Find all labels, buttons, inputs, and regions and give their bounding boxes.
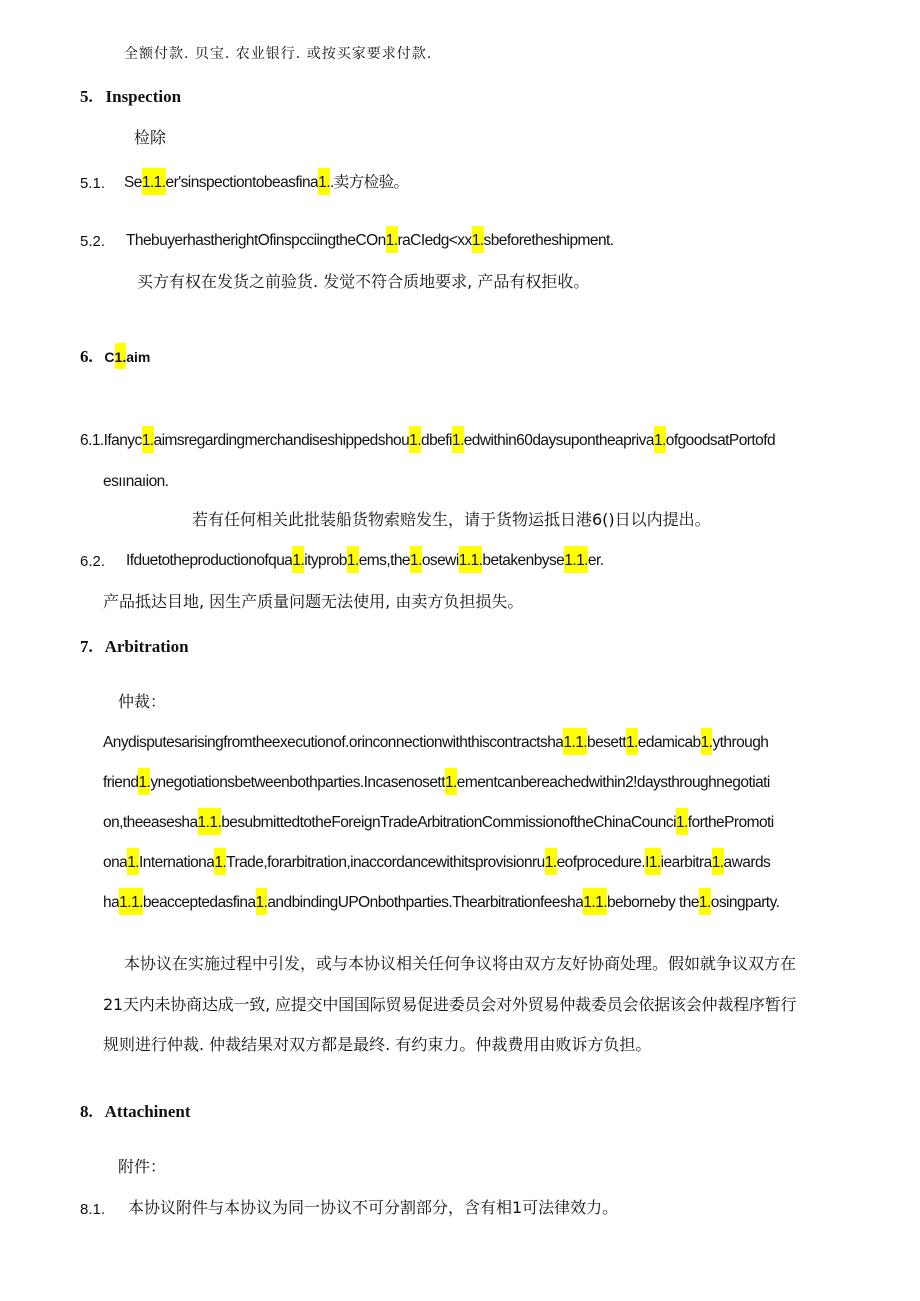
text-run: beacceptedasfina: [142, 894, 256, 911]
arbitration-en-line-3: [103, 815, 774, 831]
highlight: 1.: [142, 426, 154, 453]
highlight: 1.: [138, 768, 150, 795]
text-run: besubmittedtotheForeignTradeArbitrationCommissionoftheChinaCounci: [221, 814, 676, 831]
text-run: osewi: [421, 552, 459, 569]
highlight: 1.: [409, 426, 421, 453]
item-number: 6.2.: [80, 553, 106, 570]
highlight: 1.: [318, 168, 330, 195]
highlight: 1.: [256, 888, 268, 915]
arbitration-en-line-4: [103, 855, 770, 871]
text-run: friend: [103, 774, 139, 791]
text-run: osingparty.: [710, 894, 780, 911]
text-run: ems,the: [358, 552, 411, 569]
text-run: er'sinspectiontobeasfina: [165, 174, 319, 191]
highlight: 1.1.: [564, 546, 588, 573]
item-number: 8.1.: [80, 1201, 106, 1218]
section-number: 6.: [80, 347, 93, 366]
highlight: 1.: [115, 343, 127, 369]
highlight: 1.: [127, 848, 139, 875]
text-run: eofprocedure.: [556, 854, 646, 871]
text-run: edamicab: [637, 734, 701, 751]
item-8-1-text: 本协议附件与本协议为同一协议不可分割部分，含有相1可法律效力。: [128, 1198, 619, 1217]
section-title: Attachinent: [104, 1102, 191, 1121]
section-6-heading: [80, 348, 150, 365]
text-run: Ifanyc: [103, 432, 142, 449]
section-number: 5.: [80, 87, 93, 106]
highlight: 1.: [452, 426, 464, 453]
item-6-1-translation: 若有任何相关此批装船货物索赔发生，请于货物运抵日港6()日以内提出。: [192, 510, 711, 529]
item-5-1-text: [124, 175, 408, 191]
highlight: 1.: [386, 226, 398, 253]
highlight: 1.1.: [563, 728, 587, 755]
text-run: forthePromoti: [687, 814, 774, 831]
highlight: 1.1.: [198, 808, 222, 835]
section-title: Inspection: [105, 87, 182, 106]
arbitration-cn-line-1: 本协议在实施过程中引发，或与本协议相关任何争议将由双方友好协商处理。假如就争议双方在: [124, 954, 797, 973]
highlight: 1.: [701, 728, 713, 755]
text-run: ityprob: [304, 552, 347, 569]
highlight: 1.: [699, 888, 711, 915]
arbitration-en-line-1: [103, 735, 768, 751]
text-run: ynegotiationsbetweenbothparties.Incasenosett: [150, 774, 445, 791]
payment-note: 全额付款. 贝宝. 农业银行. 或按买家要求付款.: [124, 46, 433, 62]
highlight: 1.1.: [142, 168, 166, 195]
text-run: edwithin60daysupontheарriva: [463, 432, 654, 449]
text-run: betakenbyse: [482, 552, 565, 569]
text-run: andbindingUPOnbothparties.Thearbitrationfeesha: [267, 894, 584, 911]
highlight: I1.: [645, 848, 661, 875]
text-run: ha: [103, 894, 120, 911]
text-run: awards: [723, 854, 771, 871]
arbitration-cn-line-2: 21天内未协商达成一致, 应提交中国国际贸易促进委员会对外贸易仲裁委员会依据该会仲裁程序暂行: [103, 995, 797, 1014]
item-5-2-text: [126, 233, 614, 249]
text-run: raCIedg<xx: [397, 232, 472, 249]
text-run: ythrough: [712, 734, 769, 751]
section-5-heading: [80, 88, 181, 105]
highlight: 1.: [214, 848, 226, 875]
item-number: 5.1.: [80, 175, 106, 192]
item-6-2-translation: 产品抵达目地, 因生产质量问题无法使用, 由卖方负担损失。: [103, 592, 524, 611]
text-run: aimsregardingmerchandiseshippedshou: [153, 432, 410, 449]
text-run: ona: [103, 854, 128, 871]
text-run: Trade,forarbitration,inaccordancewithitsprovisionru: [226, 854, 545, 871]
highlight: 1.1.: [583, 888, 607, 915]
text-run: beborneby the: [606, 894, 699, 911]
text-run: iearbitra: [660, 854, 712, 871]
section-5-subtitle: 检除: [134, 128, 167, 147]
text-run: aim: [126, 349, 151, 365]
text-run: .卖方检验。: [329, 174, 409, 191]
section-title: Arbitration: [104, 637, 189, 656]
arbitration-en-line-2: [103, 775, 770, 791]
highlight: 1.: [545, 848, 557, 875]
text-run: ofgoodsatPortofd: [665, 432, 776, 449]
text-run: er.: [587, 552, 604, 569]
text-run: Se: [124, 174, 142, 191]
item-6-1-line1: [80, 433, 775, 449]
section-8-heading: [80, 1103, 191, 1120]
text-run: Internationa: [139, 854, 215, 871]
section-number: 7.: [80, 637, 93, 656]
highlight: 1.: [347, 546, 359, 573]
highlight: 1.: [472, 226, 484, 253]
item-number: 6.1.: [80, 432, 104, 449]
highlight: 1.: [410, 546, 422, 573]
item-number: 5.2.: [80, 233, 106, 250]
highlight: 1.: [654, 426, 666, 453]
text-run: C: [104, 349, 115, 365]
highlight: 1.1.: [459, 546, 483, 573]
text-run: besett: [587, 734, 626, 751]
highlight: 1.: [292, 546, 304, 573]
arbitration-cn-line-3: 规则进行仲裁. 仲裁结果对双方都是最终. 有约束力。仲裁费用由败诉方负担。: [103, 1035, 652, 1054]
text-run: ThebuyerhastherightOfinspcciingtheCOn: [126, 232, 386, 249]
text-run: on,theeasesha: [103, 814, 198, 831]
arbitration-en-line-5: [103, 895, 779, 911]
text-run: ementcanbereachedwithin2!daysthroughnegotiati: [456, 774, 770, 791]
item-5-2-translation: 买方有权在发货之前验货. 发觉不符合质地要求, 产品有权拒收。: [137, 272, 590, 291]
section-8-subtitle: 附件：: [118, 1157, 167, 1176]
item-6-2-text: [126, 553, 604, 569]
highlight: 1.: [676, 808, 688, 835]
highlight: 1.1.: [119, 888, 143, 915]
section-number: 8.: [80, 1102, 93, 1121]
highlight: 1.: [445, 768, 457, 795]
text-run: Ifduetotheproductionofqua: [126, 552, 293, 569]
text-run: sbeforetheshipment.: [483, 232, 614, 249]
section-7-subtitle: 仲裁：: [118, 692, 167, 711]
text-run: dbefi: [421, 432, 452, 449]
highlight: 1.: [712, 848, 724, 875]
section-7-heading: [80, 638, 189, 655]
highlight: 1.: [626, 728, 638, 755]
item-6-1-line2: esıınaıion.: [103, 473, 169, 490]
text-run: Anydisputesarisingfromtheexecutionof.orinconnectionwiththiscontractsha: [103, 734, 564, 751]
